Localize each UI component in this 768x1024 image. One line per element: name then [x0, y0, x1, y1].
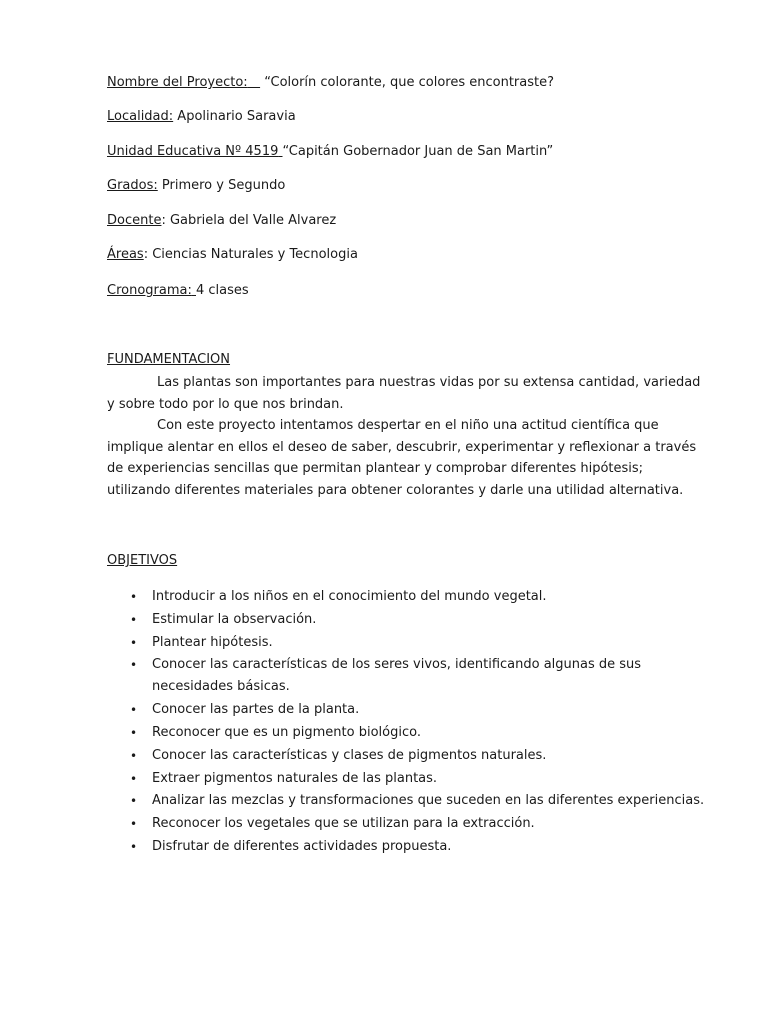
- field-value: : Gabriela del Valle Alvarez: [161, 213, 337, 228]
- fundamentacion-paragraph-1: [107, 372, 707, 415]
- paragraph-text: Las plantas son importantes para nuestras vidas por su extensa cantidad, variedad y sobre todo por lo que nos brindan.: [107, 375, 701, 412]
- bullet-icon: •: [130, 839, 138, 854]
- list-item-text: Introducir a los niños en el conocimiento del mundo vegetal.: [152, 589, 547, 604]
- list-item-text: Conocer las características de los seres vivos, identificando algunas de sus necesidades básicas.: [152, 657, 642, 695]
- list-item-text: Reconocer los vegetales que se utilizan para la extracción.: [152, 816, 535, 832]
- field-label: Nombre del Proyecto:: [107, 75, 248, 90]
- field-value: “Capitán Gobernador Juan de San Martin”: [282, 144, 554, 159]
- field-value: : Ciencias Naturales y Tecnologia: [143, 247, 358, 262]
- list-item-text: Extraer pigmentos naturales de las plantas.: [152, 770, 438, 786]
- list-item: [107, 586, 707, 608]
- field-label: Áreas: [107, 247, 144, 262]
- bullet-icon: •: [130, 748, 138, 763]
- field-nombre-proyecto: [107, 74, 554, 92]
- field-cronograma: [107, 282, 249, 300]
- list-item: [107, 813, 707, 835]
- field-value: 4 clases: [196, 283, 249, 298]
- objetivos-heading: OBJETIVOS: [107, 553, 178, 568]
- field-label: Cronograma:: [107, 283, 192, 298]
- bullet-icon: •: [130, 612, 138, 627]
- field-label: Docente: [107, 213, 162, 228]
- list-item-text: Conocer las partes de la planta.: [152, 702, 360, 718]
- list-item-text: Disfrutar de diferentes actividades propuesta.: [152, 838, 452, 854]
- field-label: Unidad Educativa Nº 4519: [107, 144, 279, 159]
- list-item: [107, 745, 707, 767]
- list-item-text: Conocer las características y clases de pigmentos naturales.: [152, 747, 547, 763]
- objetivos-list: [107, 586, 707, 859]
- list-item: [107, 790, 707, 812]
- list-item: [107, 836, 707, 858]
- bullet-icon: •: [130, 635, 138, 650]
- list-item: [107, 609, 707, 631]
- field-label: Localidad:: [107, 109, 174, 124]
- field-localidad: [107, 108, 296, 126]
- list-item: [107, 722, 707, 744]
- field-docente: [107, 212, 336, 230]
- field-unidad-educativa: [107, 143, 553, 161]
- field-value: Apolinario Saravia: [177, 109, 296, 124]
- list-item: [107, 699, 707, 721]
- bullet-icon: •: [130, 703, 138, 718]
- list-item-text: Reconocer que es un pigmento biológico.: [152, 724, 421, 740]
- list-item: [107, 632, 707, 654]
- bullet-icon: •: [130, 725, 138, 740]
- bullet-icon: •: [130, 590, 138, 604]
- field-value: Primero y Segundo: [161, 178, 286, 193]
- list-item-text: Plantear hipótesis.: [152, 634, 273, 650]
- paragraph-text: Con este proyecto intentamos despertar en el niño una actitud científica que implique alentar en ellos el deseo de saber, descubrir, experimentar y reflexionar a través de experiencias sencillas que permitan plantear y comprobar diferentes hipótesis; utilizando diferentes materiales para obtener colorantes y darle una utilidad alternativa.: [107, 418, 697, 498]
- bullet-icon: •: [130, 794, 138, 809]
- list-item: [107, 768, 707, 790]
- list-item: [107, 654, 707, 698]
- fundamentacion-heading: FUNDAMENTACION: [107, 352, 231, 367]
- bullet-icon: •: [130, 771, 138, 786]
- bullet-icon: •: [130, 817, 138, 832]
- bullet-icon: •: [130, 658, 138, 673]
- fundamentacion-paragraph-2: [107, 415, 707, 501]
- field-areas: [107, 246, 358, 264]
- field-grados: [107, 177, 285, 195]
- list-item-text: Estimular la observación.: [152, 611, 317, 627]
- list-item-text: Analizar las mezclas y transformaciones que suceden en las diferentes experiencias.: [152, 793, 705, 809]
- field-value: “Colorín colorante, que colores encontraste?: [264, 75, 554, 90]
- field-label: Grados:: [107, 178, 158, 193]
